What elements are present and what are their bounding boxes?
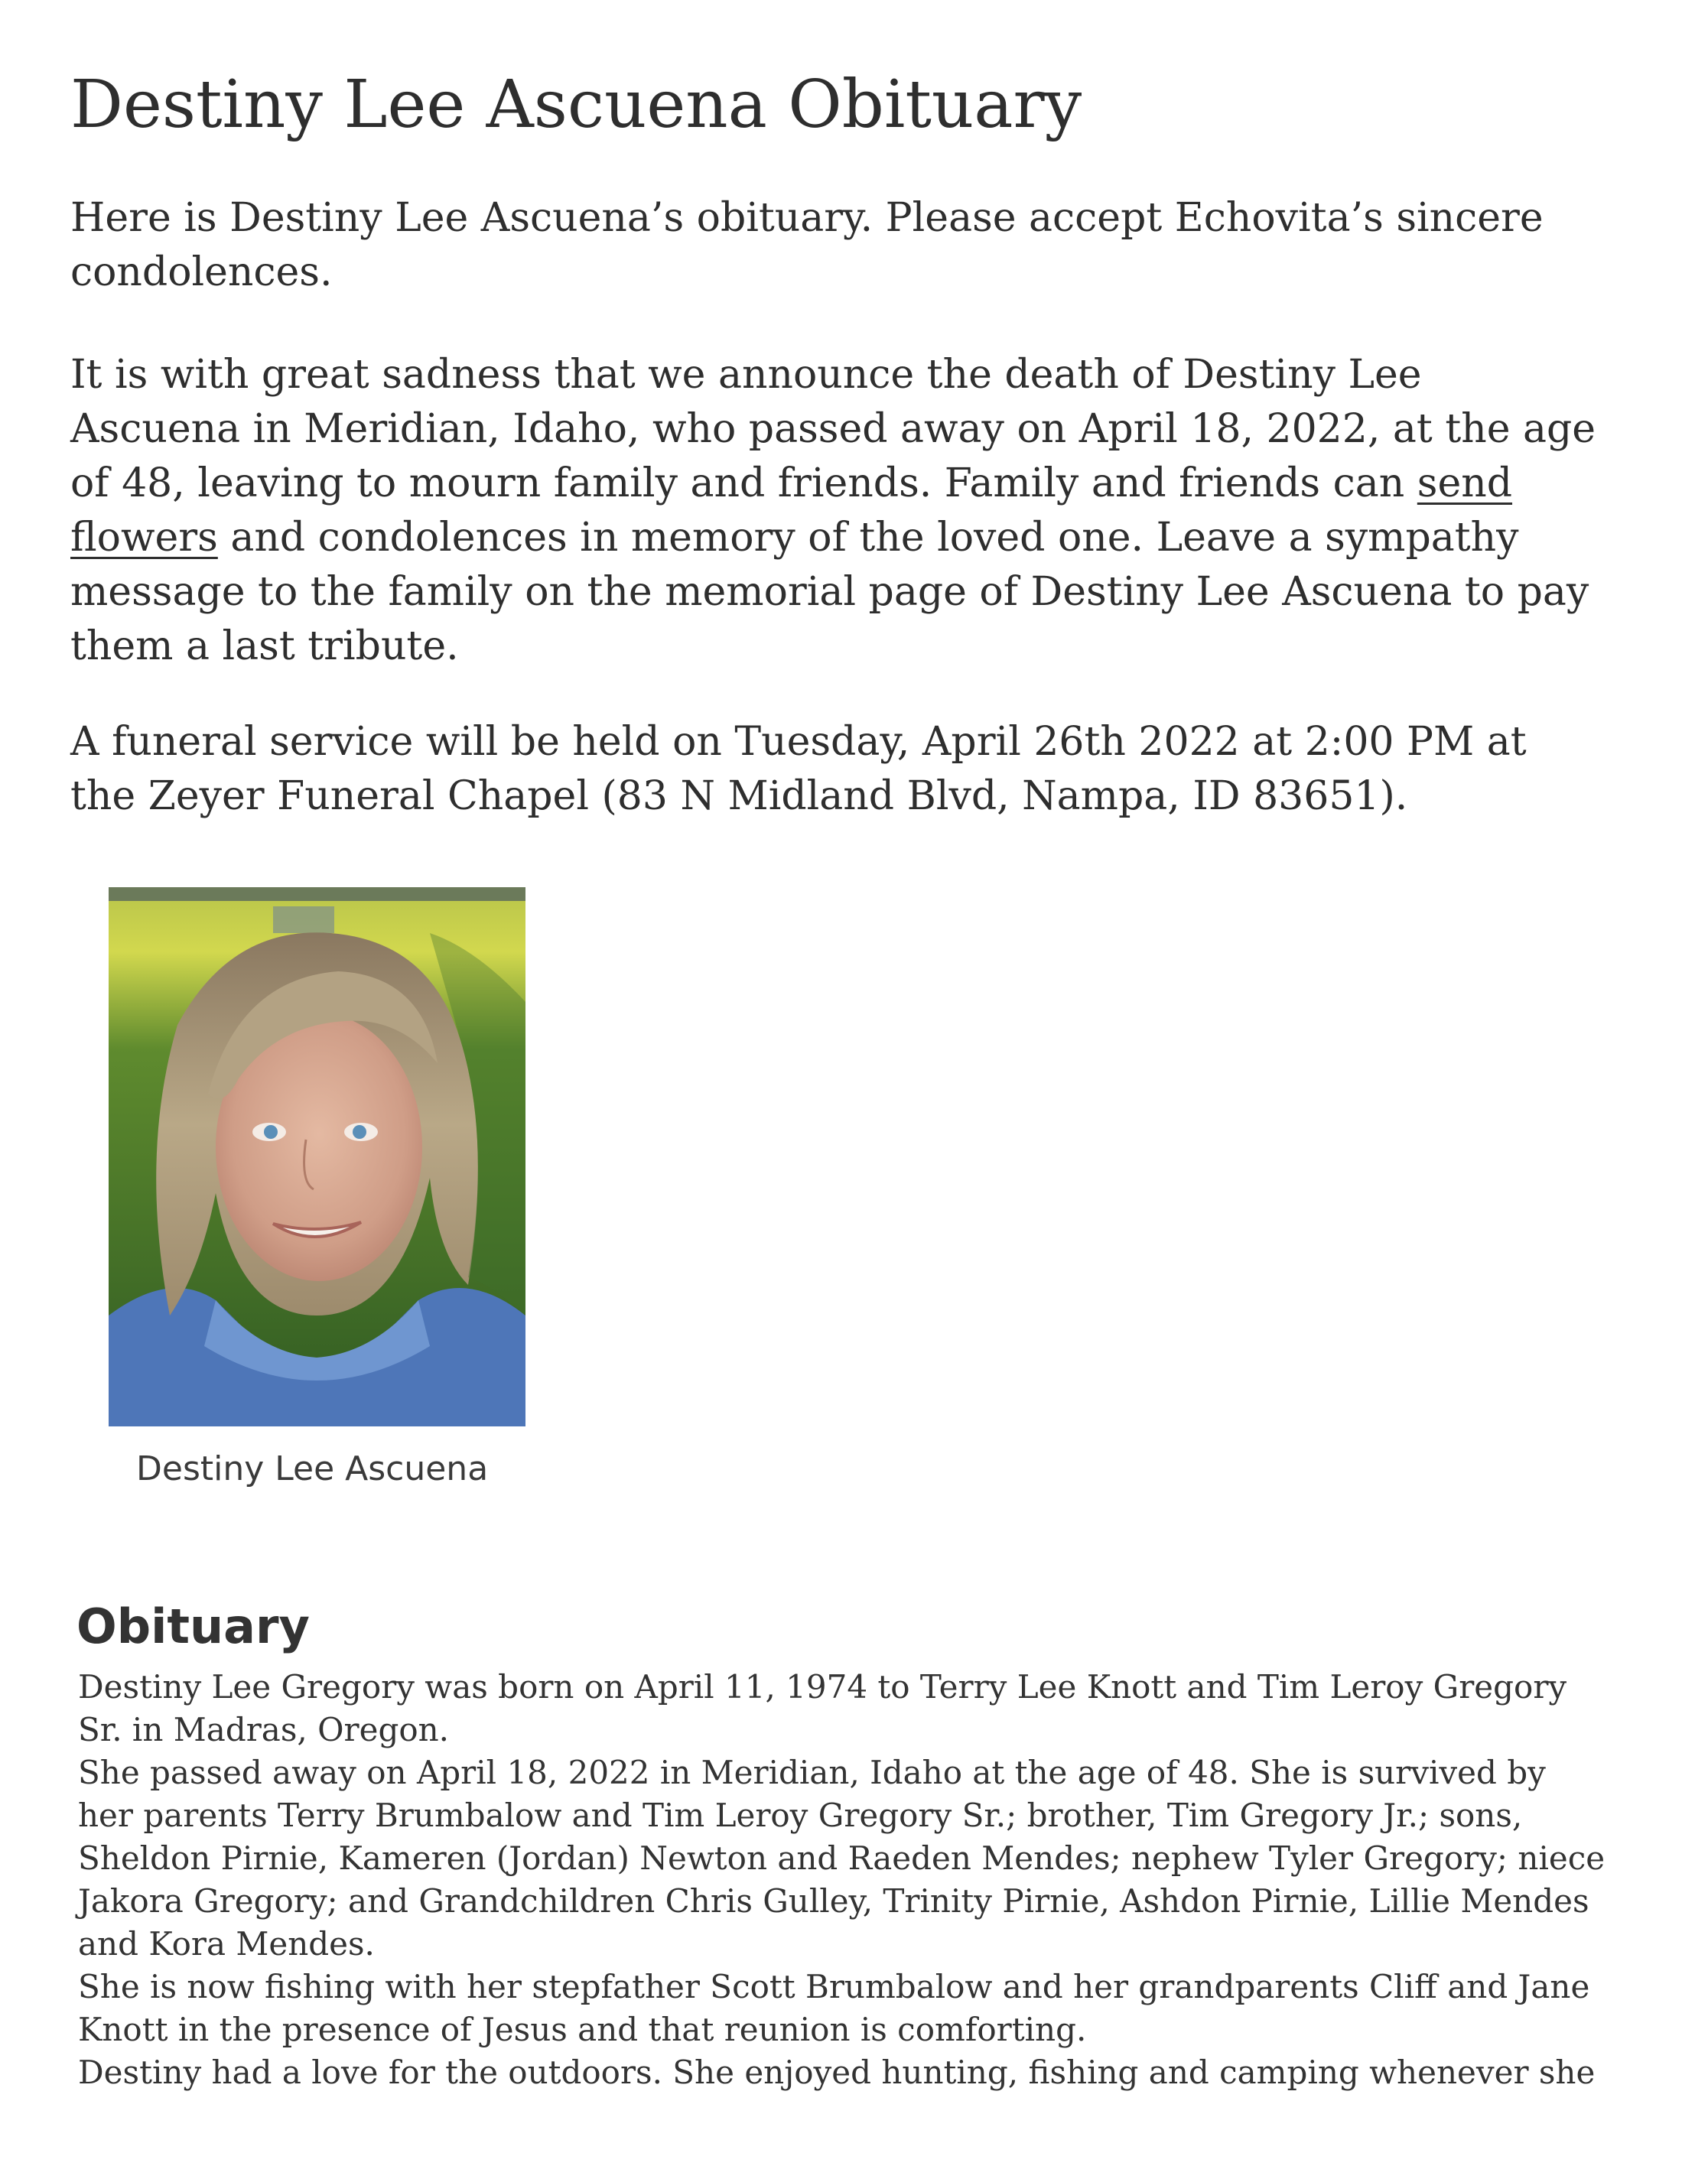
funeral-paragraph: A funeral service will be held on Tuesday, April 26th 2022 at 2:00 PM at the Zeyer Funeral Chapel (83 N Midland Blvd, Nampa, ID 83651). [70,719,1527,819]
obituary-paragraph: She is now fishing with her stepfather Scott Brumbalow and her grandparents Cliff and Jane Knott in the presence of Jesus and that reunion is comforting. [78,1968,1590,2048]
photo-caption: Destiny Lee Ascuena [136,1449,489,1488]
announcement-paragraph [70,348,1600,674]
page-title: Destiny Lee Ascuena Obituary [70,67,1082,143]
portrait-photo [109,887,525,1426]
obituary-paragraph: Destiny had a love for the outdoors. She enjoyed hunting, fishing and camping whenever she [78,2054,1596,2091]
send-flowers-link[interactable]: send flowers [70,460,1513,561]
announcement-text-start: It is with great sadness that we announce the death of Destiny Lee Ascuena in Meridian, Idaho, who passed away on April 18, 2022, at the age of 48, leaving to mourn family and friends. Family and friends can [70,352,1596,506]
intro-paragraph: Here is Destiny Lee Ascuena’s obituary. Please accept Echovita’s sincere condolences. [70,195,1544,295]
announcement-text-end: and condolences in memory of the loved one. Leave a sympathy message to the family on the memorial page of Destiny Lee Ascuena to pay them a last tribute. [70,515,1589,669]
obituary-heading: Obituary [76,1598,310,1654]
portrait-image [109,887,525,1426]
obituary-body [78,1666,1608,2094]
obituary-paragraph: She passed away on April 18, 2022 in Meridian, Idaho at the age of 48. She is survived by her parents Terry Brumbalow and Tim Leroy Gregory Sr.; brother, Tim Gregory Jr.; sons, Sheldon Pirnie, Kameren (Jordan) Newton and Raeden Mendes; nephew Tyler Gregory; niece Jakora Gregory; and Grandchildren Chris Gulley, Trinity Pirnie, Ashdon Pirnie, Lillie Mendes and Kora Mendes. [78,1754,1606,1963]
obituary-paragraph: Destiny Lee Gregory was born on April 11, 1974 to Terry Lee Knott and Tim Leroy Gregory Sr. in Madras, Oregon. [78,1668,1567,1748]
